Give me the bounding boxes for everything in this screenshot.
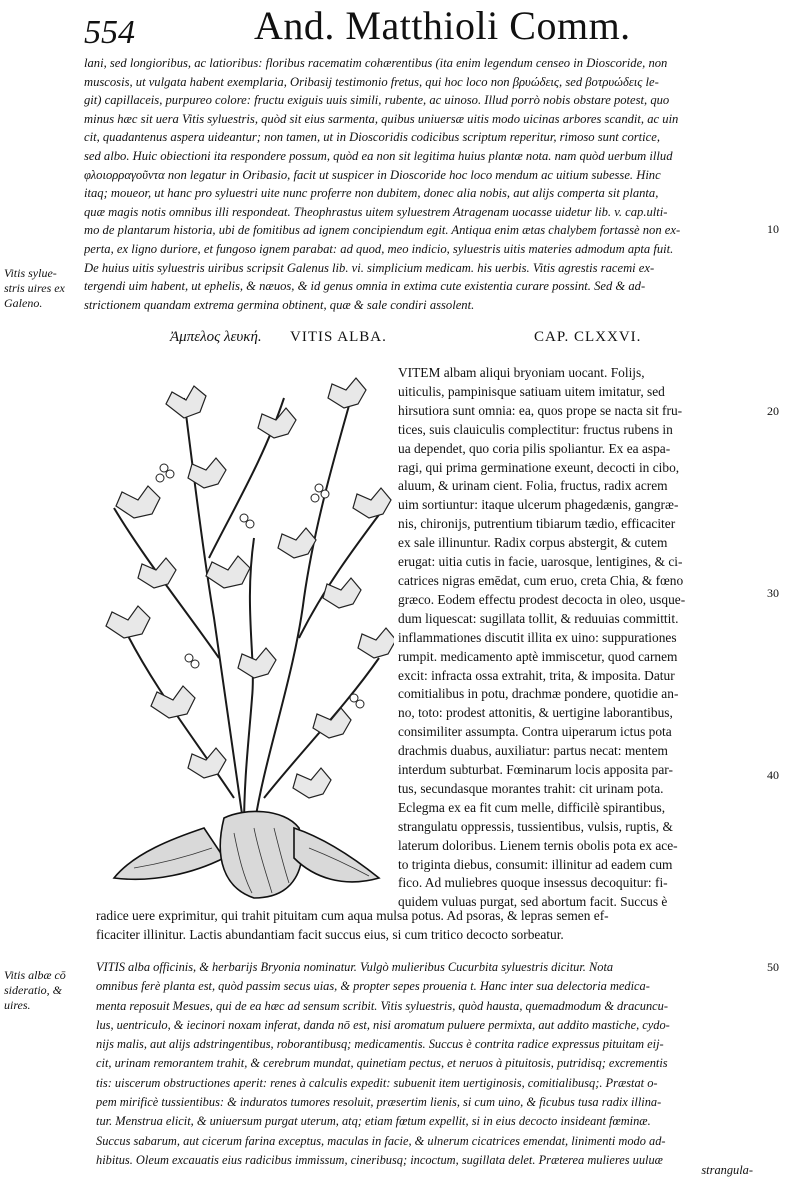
text-line: aluum, & urinam cient. Folia, fructus, radix acrem	[398, 478, 668, 494]
text-line: ficaciter illinitur. Lactis abundantiam facit succus eius, si cum tritico decocto sorbeatur.	[96, 927, 564, 942]
text-line: uiticulis, pampinisque satiuam uitem imitatur, sed	[398, 383, 665, 399]
line-number-10: 10	[767, 222, 779, 236]
text-line: perta, ex ligno duriore, et fungoso ignem parabat: ad quod, meo indicio, syluestris uitis materies admodum apta fuit.	[84, 241, 674, 256]
text-line: menta reposuit Mesues, qui de ea hæc ad sensum scribit. Vitis syluestris, quòd hausta, quemadmodum & dracuncu-	[96, 998, 668, 1013]
text-line: hirsutiora sunt omnia: ea, quos prope se nacta sit fru-	[398, 402, 683, 418]
text-line: inflammationes discutit illita ex uino: suppurationes	[398, 629, 677, 645]
page-number: 554	[84, 14, 135, 51]
margin-note-line: stris uires ex	[4, 281, 65, 295]
margin-note-galen	[4, 266, 86, 311]
text-line: to triginta diebus, consumit: illinitur ad eadem cum	[398, 856, 673, 872]
text-line: tur. Menstrua elicit, & uniuersum purgat uterum, atq; etiam fœtum expellit, si in eius decocto insideant fœminæ.	[96, 1114, 651, 1129]
text-line: ex sale illinuntur. Radix corpus abstergit, & cutem	[398, 535, 668, 551]
text-line: fico. Ad muliebres quoque insessus decoquitur: fi-	[398, 875, 668, 891]
chapter-text-column	[398, 364, 750, 912]
text-line: Eclegma ex ea fit cum melle, difficilè spirantibus,	[398, 799, 666, 815]
text-line: itaq; moueor, ut hanc pro syluestri uite nunc proferre non dubitem, donec alia nobis, aut alijs comperta sit planta,	[84, 186, 659, 201]
chapter-latin-title: VITIS ALBA.	[290, 329, 387, 345]
text-line: laterum doloribus. Lienem ternis obolis pota ex ace-	[398, 837, 678, 853]
line-number-30: 30	[767, 586, 779, 600]
text-line: hibitus. Oleum excauatis eius radicibus immissum, cineribusq; incoctum, sugillata delet. Præterea mulieres uuluæ	[96, 1152, 663, 1167]
text-line: VITEM albam aliqui bryoniam uocant. Folijs,	[398, 365, 645, 380]
text-line: nis, chironijs, putrentium tibiarum tædio, efficaciter	[398, 516, 676, 532]
text-line: drachmis duabus, auxiliatur: partus necat: mentem	[398, 743, 668, 759]
running-head: And. Matthioli Comm.	[254, 3, 631, 48]
text-line: lus, uentriculo, & iecinori noxam inferat, danda nō est, nisi aromatum puluere permixta, aut addito mastiche, cydo-	[96, 1017, 670, 1032]
line-number-20: 20	[767, 404, 779, 418]
text-line: strictionem quandam extrema germina obtinent, quæ & sale condiri assolent.	[84, 297, 475, 312]
text-line: VITIS alba officinis, & herbarijs Bryonia nominatur. Vulgò mulieribus Cucurbita syluestris dicitur. Nota	[96, 960, 614, 974]
text-line: radice uere exprimitur, qui trahit pituitam cum aqua mulsa potus. Ad psoras, & lepras semen ef-	[96, 908, 609, 923]
text-line: minus hæc sit uera Vitis syluestris, quòd sit eius sarmenta, quibus uniuersæ uitis modo uicinas arbores scandit, ac uin	[84, 111, 679, 126]
margin-note-line: Vitis albæ cō	[4, 968, 66, 982]
line-number-40: 40	[767, 768, 779, 782]
text-line: uim sortiuntur: itaque ulcerum phagedænis, gangræ-	[398, 497, 679, 513]
margin-note-line: uires.	[4, 998, 31, 1012]
margin-note-line: sideratio, &	[4, 983, 63, 997]
text-line: tus, secundasque morantes trahit: cit urinam pota.	[398, 780, 664, 796]
text-line: strangulatu oppressis, tussientibus, vulsis, ruptis, &	[398, 818, 673, 834]
text-line: pem mirificè tussientibus: & induratos tumores resoluit, præsertim lienis, si cum uino, & ficubus tusa radix illina-	[96, 1095, 662, 1110]
commentary-block	[96, 958, 760, 1170]
chapter-number: CAP. CLXXVI.	[534, 329, 642, 345]
text-line: excit: infracta ossa extrahit, trita, & imposita. Datur	[398, 667, 675, 683]
text-line: muscosis, ut vulgata habent exemplaria, Oribasij testimonio fretus, qui hoc loco non βρυώδεις, sed βοτρυώδεις le-	[84, 74, 659, 89]
chapter-greek-title: Ἀμπελος λευκή.	[170, 329, 262, 345]
text-line: nijs malis, aut alijs adstringentibus, roborantibusq; medicamentis. Succus è contrita radice expressus pituitam eij-	[96, 1037, 664, 1052]
text-line: no, toto: prodest attonitis, & uertigine laborantibus,	[398, 705, 673, 721]
text-line: tices, suis clauiculis complectitur: fructus rubens in	[398, 421, 673, 437]
text-line: git) capillaceis, purpureo colore: fructu exiguis uuis simili, rubente, ac uinoso. Illud porrò nobis obstare potest, quo	[84, 93, 670, 108]
text-line: De huius uitis syluestris uiribus scripsit Galenus lib. vi. simplicium medicam. his uerbis. Vitis agrestis racemi ex-	[84, 260, 655, 275]
text-line: lani, sed longioribus, ac latioribus: floribus racematim cohærentibus (ita enim legendum censeo in Dioscoride, non	[84, 56, 668, 70]
text-line: tis: uiscerum obstructiones aperit: renes à calculis expedit: subuenit item uertiginosis, comitialibusq;. Præstat o-	[96, 1075, 658, 1090]
text-line: quæ magis notis omnibus illi respondeat. Theophrastus uitem syluestrem Atragenam uocasse uidetur lib. v. cap.ulti-	[84, 204, 668, 219]
line-number-50: 50	[767, 960, 779, 974]
chapter-text-continuation	[96, 906, 768, 944]
text-line: omnibus ferè planta est, quòd passim secus uias, & propter sepes prouenia t. Hanc inter sua delectoria medica-	[96, 979, 650, 994]
text-line: catrices nigras emēdat, cum eruo, creta Chia, & fœno	[398, 572, 684, 588]
text-line: dum liquescat: sugillata tollit, & reduuias committit.	[398, 610, 679, 626]
margin-note-line: Vitis sylue-	[4, 266, 57, 280]
text-line: ragi, qui prima germinatione exeunt, decocti in cibo,	[398, 459, 680, 475]
bryony-plant-woodcut	[94, 358, 394, 903]
text-line: cit, urinam remorantem trahit, & cerebrum mundat, quinetiam pectus, et neruos à pituitosis, putridisq; excrementis	[96, 1056, 668, 1071]
text-line: quidem vuluas purgat, sed abortum facit. Succus è	[398, 894, 668, 910]
text-line: græco. Eodem effectu prodest decocta in oleo, usque-	[398, 591, 686, 607]
text-line: sed albo. Huic obiectioni ita respondere possum, quòd ea non sit legitima huius plantæ nota. nam quòd uerbum illud	[84, 148, 673, 163]
text-line: comitialibus in potu, drachmæ pondere, quotidie an-	[398, 686, 679, 702]
catchword: strangula-	[701, 1163, 753, 1177]
top-text-block	[84, 54, 752, 314]
text-line: erugat: uitia cutis in facie, uarosque, lentigines, & ci-	[398, 554, 683, 570]
margin-note-line: Galeno.	[4, 296, 43, 310]
text-line: interdum subturbat. Fœminarum locis apposita par-	[398, 762, 673, 778]
text-line: Succus sabarum, aut cicerum farina exceptus, maculas in facie, & ulnerum cicatrices emendat, linimenti modo ad-	[96, 1133, 666, 1148]
page-header	[84, 2, 744, 54]
text-line: φλοιορραγοῦντα non legatur in Oribasio, facit ut suspicer in Dioscoride hoc loco mendum ac uitium subesse. Hinc	[84, 167, 661, 182]
text-line: rumpit. medicamento aptè immiscetur, quod carnem	[398, 648, 678, 664]
margin-note-consideratio	[4, 968, 86, 1013]
text-line: tergendi uim habent, ut ephelis, & næuos, & id genus omnia in extima cute existentia curare possint. Sed & ad-	[84, 279, 646, 294]
text-line: ua dependet, quo coria pilis spoliantur. Ex ea aspa-	[398, 440, 671, 456]
text-line: mo de plantarum historia, ubi de fomitibus ad ignem concipiendum egit. Antiqua enim ætas chalybem fortassè non ex-	[84, 223, 681, 238]
text-line: cit, quadantenus aspera uideantur; non tamen, ut in Dioscoridis codicibus scriptum reperitur, rimoso sunt cortice,	[84, 130, 661, 145]
text-line: consimiliter assumpta. Contra uiperarum ictus pota	[398, 724, 672, 740]
